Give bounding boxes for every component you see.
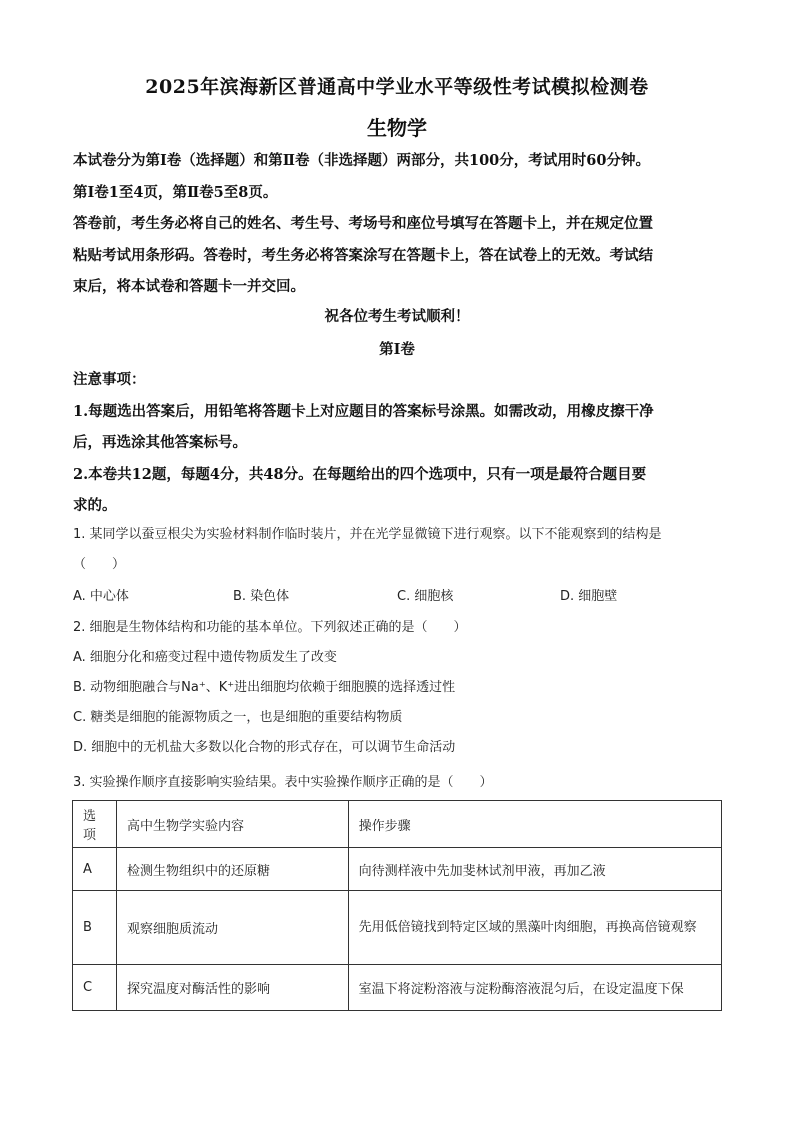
table-header-cell: 高中生物学实验内容	[116, 801, 348, 848]
exam-title: 2025年滨海新区普通高中学业水平等级性考试模拟检测卷	[145, 76, 649, 98]
wish-line: 祝各位考生考试顺利！	[324, 308, 470, 325]
intro-line: 粘贴考试用条形码。答卷时，考生务必将答案涂写在答题卡上，答在试卷上的无效。考试结	[73, 246, 653, 264]
q1-option-a: A. 中心体	[73, 589, 129, 604]
question-3-stem: 3. 实验操作顺序直接影响实验结果。表中实验操作顺序正确的是（ ）	[73, 775, 493, 790]
note-line: 2.本卷共12题，每题4分，共48分。在每题给出的四个选项中，只有一项是最符合题目要	[73, 465, 647, 483]
question-1-stem: 1. 某同学以蚕豆根尖为实验材料制作临时装片，并在光学显微镜下进行观察。以下不能观察到的结构是	[73, 527, 662, 542]
table-cell-content: 探究温度对酶活性的影响	[116, 965, 348, 1011]
table-row	[73, 891, 722, 965]
table-row	[73, 965, 722, 1011]
intro-line: 答卷前，考生务必将自己的姓名、考生号、考场号和座位号填写在答题卡上，并在规定位置	[73, 215, 653, 232]
table-cell-content: 检测生物组织中的还原糖	[116, 848, 348, 891]
question-1	[73, 520, 723, 580]
q2-option-a: A. 细胞分化和癌变过程中遗传物质发生了改变	[73, 650, 337, 665]
table-cell-option: A	[73, 848, 117, 891]
q2-option-c: C. 糖类是细胞的能源物质之一，也是细胞的重要结构物质	[73, 710, 403, 725]
note-line: 1.每题选出答案后，用铅笔将答题卡上对应题目的答案标号涂黑。如需改动，用橡皮擦干净	[73, 402, 654, 420]
subject-title: 生物学	[367, 116, 427, 140]
question-1-stem-blank: （ ）	[73, 557, 126, 572]
intro-line: 第Ⅰ卷1至4页，第Ⅱ卷5至8页。	[73, 183, 278, 201]
table-cell-option: B	[73, 891, 117, 965]
intro-line: 本试卷分为第Ⅰ卷（选择题）和第Ⅱ卷（非选择题）两部分，共100分，考试用时60分钟。	[73, 152, 650, 169]
table-header-cell: 选项	[73, 801, 117, 848]
notes-heading: 注意事项：	[73, 371, 146, 388]
part-title: 第Ⅰ卷	[379, 341, 415, 358]
table-cell-steps: 室温下将淀粉溶液与淀粉酶溶液混匀后，在设定温度下保	[348, 965, 721, 1011]
experiment-table	[72, 800, 722, 1011]
intro-line: 束后，将本试卷和答题卡一并交回。	[73, 278, 305, 295]
notes-block	[73, 364, 721, 522]
q2-option-b: B. 动物细胞融合与Na⁺、K⁺进出细胞均依赖于细胞膜的选择透过性	[73, 680, 456, 695]
table-cell-option: C	[73, 965, 117, 1011]
question-2	[73, 613, 723, 763]
table-cell-steps: 先用低倍镜找到特定区域的黑藻叶肉细胞，再换高倍镜观察	[348, 891, 721, 965]
q1-option-b: B. 染色体	[233, 589, 290, 604]
q1-option-c: C. 细胞核	[397, 589, 454, 604]
note-line: 求的。	[73, 497, 117, 514]
q2-option-d: D. 细胞中的无机盐大多数以化合物的形式存在，可以调节生命活动	[73, 740, 456, 755]
table-cell-steps: 向待测样液中先加斐林试剂甲液，再加乙液	[348, 848, 721, 891]
table-header-cell: 操作步骤	[348, 801, 721, 848]
intro-block	[73, 145, 721, 303]
question-2-stem: 2. 细胞是生物体结构和功能的基本单位。下列叙述正确的是（ ）	[73, 620, 467, 635]
note-line: 后，再选涂其他答案标号。	[73, 434, 247, 451]
q1-option-d: D. 细胞壁	[560, 589, 618, 604]
table-cell-content: 观察细胞质流动	[116, 891, 348, 965]
table-header-row	[73, 801, 722, 848]
table-row	[73, 848, 722, 891]
